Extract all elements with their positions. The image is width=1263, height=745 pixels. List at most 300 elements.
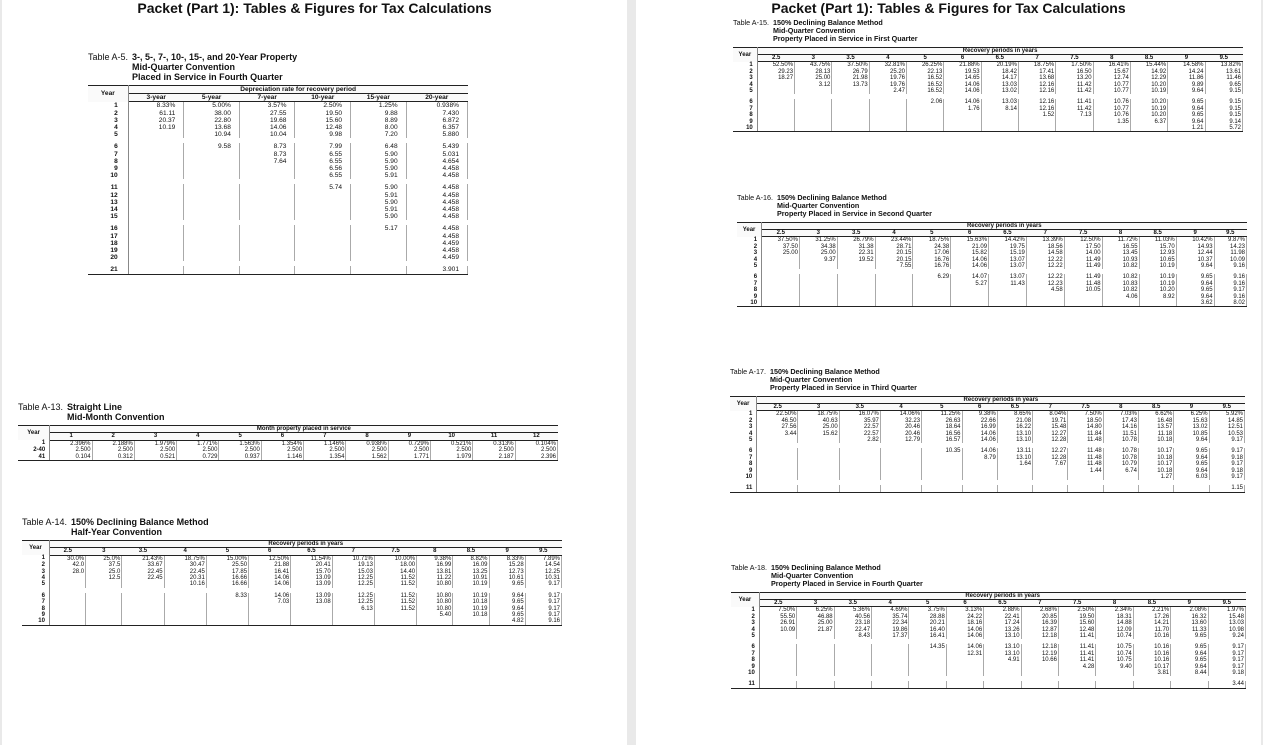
rate-cell xyxy=(798,485,839,492)
column-header: 9 xyxy=(489,548,525,555)
rate-cell: 2.500 xyxy=(431,447,473,453)
table-a13 xyxy=(18,402,558,461)
column-header: 2.5 xyxy=(49,548,85,555)
rate-cell: 12.22 xyxy=(1026,274,1064,280)
rate-cell: 14.06 xyxy=(249,581,291,587)
rate-cell: 10.19 xyxy=(1130,106,1167,112)
rate-cell: 13.57 xyxy=(1138,424,1173,430)
rate-cell: 13.08 xyxy=(291,599,332,605)
rate-cell: 5.27 xyxy=(951,281,989,287)
column-header: 20-year xyxy=(406,94,467,102)
rate-cell: 18.27 xyxy=(757,75,794,81)
column-header: 5 xyxy=(909,600,946,607)
rate-cell: 10.17 xyxy=(1138,461,1173,467)
rate-cell: 1.44 xyxy=(1068,468,1103,474)
rate-cell: 17.41 xyxy=(1018,69,1055,75)
column-header: 3.5 xyxy=(839,404,880,411)
rate-cell: 20.37 xyxy=(128,117,184,124)
rate-cell: 9.17 xyxy=(1208,644,1245,650)
group-header: Recovery periods in years xyxy=(759,592,1245,599)
rate-cell: 0.938% xyxy=(406,102,467,110)
rate-cell: 10.71% xyxy=(332,555,374,562)
rate-cell: 22.45 xyxy=(122,575,164,581)
rate-cell: 5.90 xyxy=(351,184,407,191)
year-cell: 1 xyxy=(18,440,50,447)
rate-cell: 9.17 xyxy=(1208,651,1245,657)
rate-cell xyxy=(872,681,909,688)
table-title xyxy=(771,564,923,589)
rate-cell: 16.40 xyxy=(909,627,946,633)
rate-cell: 5.90 xyxy=(351,165,407,172)
column-header: 6.5 xyxy=(291,548,332,555)
rate-cell: 14.06 xyxy=(962,431,997,437)
rate-cell: 24.22 xyxy=(946,614,983,620)
rate-cell: 1.21 xyxy=(1168,125,1205,132)
rate-cell: 11.52 xyxy=(374,599,416,605)
table-title-line: 150% Declining Balance Method xyxy=(71,517,209,527)
rate-cell: 12.48 xyxy=(295,124,351,131)
rate-cell: 10.75 xyxy=(1096,657,1133,663)
rate-cell: 14.06 xyxy=(944,88,981,94)
rate-cell: 4.459 xyxy=(406,254,467,261)
rate-cell: 1.64 xyxy=(997,461,1032,467)
rate-cell: 6.37 xyxy=(1130,119,1167,125)
rate-cell: 10.20 xyxy=(1130,99,1167,105)
rate-cell xyxy=(128,151,184,158)
year-cell: 1 xyxy=(733,62,757,69)
rate-cell xyxy=(239,225,295,232)
rate-cell: 16.09 xyxy=(453,562,489,568)
rate-cell: 11.41 xyxy=(1056,99,1093,105)
table-row xyxy=(88,102,468,110)
rate-cell: 5.72 xyxy=(1205,125,1242,132)
rate-cell: 9.64 xyxy=(489,593,525,599)
column-header: 10 xyxy=(431,433,473,440)
rate-cell: 10.19 xyxy=(453,581,489,587)
rate-cell: 10.20 xyxy=(1130,112,1167,118)
rate-cell: 19.13 xyxy=(332,562,374,568)
rate-cell xyxy=(1026,300,1064,307)
rate-cell xyxy=(164,618,206,625)
table-row xyxy=(737,300,1247,307)
rate-cell: 8.79 xyxy=(962,455,997,461)
rate-cell xyxy=(239,213,295,220)
rate-cell: 14.17 xyxy=(981,75,1018,81)
rate-cell xyxy=(239,240,295,247)
rate-cell xyxy=(832,125,869,132)
rate-cell: 1.146% xyxy=(304,440,346,447)
rate-cell: 1.563% xyxy=(219,440,261,447)
rate-cell: 9.64 xyxy=(1171,664,1208,670)
rate-cell: 10.20 xyxy=(1130,82,1167,88)
rate-cell: 11.41 xyxy=(1058,651,1095,657)
rate-cell: 12.31 xyxy=(946,651,983,657)
rate-cell xyxy=(239,254,295,261)
rate-cell: 2.21% xyxy=(1133,607,1170,614)
rate-cell: 10.17 xyxy=(1133,664,1170,670)
rate-cell xyxy=(1174,485,1209,492)
rate-cell: 12.25 xyxy=(332,599,374,605)
rate-cell: 16.99 xyxy=(962,424,997,430)
table-a15 xyxy=(733,19,1243,132)
rate-cell: 9.64 xyxy=(1168,119,1205,125)
rate-cell: 22.47 xyxy=(834,627,871,633)
rate-cell xyxy=(128,172,184,179)
rate-cell: 21.88 xyxy=(249,562,291,568)
rate-cell: 16.57 xyxy=(922,437,962,443)
table-row xyxy=(22,555,562,562)
rate-cell: 14.58% xyxy=(1168,62,1205,69)
rate-cell xyxy=(239,172,295,179)
rate-cell: 12.16 xyxy=(1018,106,1055,112)
rate-cell: 25.00 xyxy=(797,620,834,626)
rate-cell xyxy=(759,681,796,688)
rate-cell: 16.41 xyxy=(249,569,291,575)
rate-cell: 11.43 xyxy=(989,281,1027,287)
rate-cell: 8.04% xyxy=(1033,411,1068,418)
rate-cell xyxy=(128,247,184,254)
column-header: 6.5 xyxy=(984,600,1021,607)
rate-cell xyxy=(1056,125,1093,132)
rate-cell: 9.65 xyxy=(1176,287,1214,293)
rate-cell: 10.76 xyxy=(1093,99,1130,105)
column-header: 5 xyxy=(206,548,248,555)
table-row xyxy=(88,158,468,165)
rate-cell: 6.13 xyxy=(332,606,374,612)
rate-cell: 14.65 xyxy=(944,75,981,81)
rate-cell: 10.78 xyxy=(1103,455,1138,461)
table-number: Table A-16. xyxy=(737,193,773,202)
table-caption xyxy=(733,19,1243,44)
year-cell: 41 xyxy=(18,454,50,461)
rate-cell: 14.35 xyxy=(909,644,946,650)
rate-cell xyxy=(799,300,837,307)
rate-cell: 18.56 xyxy=(1026,244,1064,250)
packet-page-left xyxy=(2,0,627,745)
rate-cell: 11.48 xyxy=(1068,455,1103,461)
rate-cell: 26.79% xyxy=(837,237,875,244)
depreciation-table xyxy=(730,396,1245,493)
rate-cell: 18.75% xyxy=(1018,62,1055,69)
rate-cell: 11.70 xyxy=(1133,627,1170,633)
rate-cell: 14.21 xyxy=(1133,620,1170,626)
rate-cell xyxy=(295,225,351,232)
column-header: 5 xyxy=(922,404,962,411)
year-cell: 13 xyxy=(88,199,128,206)
rate-cell: 10.94 xyxy=(184,131,240,138)
group-header: Month property placed in service xyxy=(50,426,558,433)
year-cell: 10 xyxy=(737,300,762,307)
column-header: 6 xyxy=(946,600,983,607)
rate-cell: 6.56 xyxy=(295,165,351,172)
rate-cell: 14.93 xyxy=(1176,244,1214,250)
table-row xyxy=(88,254,468,261)
rate-cell: 10.82 xyxy=(1102,263,1139,269)
rate-cell: 4.458 xyxy=(406,247,467,254)
rate-cell: 9.17 xyxy=(1208,657,1245,663)
table-a14 xyxy=(22,517,562,626)
year-cell: 11 xyxy=(88,184,128,191)
table-row xyxy=(88,124,468,131)
rate-cell xyxy=(907,125,944,132)
column-header: 2.5 xyxy=(759,600,796,607)
rate-cell: 12.79 xyxy=(880,437,921,443)
table-title-line: Half-Year Convention xyxy=(71,527,163,537)
rate-cell: 10.00% xyxy=(374,555,416,562)
rate-cell: 12.25 xyxy=(525,569,561,575)
rate-cell xyxy=(206,618,248,625)
rate-cell: 0.104 xyxy=(50,454,92,461)
year-cell: 5 xyxy=(730,437,757,443)
rate-cell: 2.50% xyxy=(1058,607,1095,614)
rate-cell: 10.77 xyxy=(1093,88,1130,94)
rate-cell: 10.91 xyxy=(453,575,489,581)
rate-cell: 25.20 xyxy=(869,69,906,75)
table-title-line: Placed in Service in Fourth Quarter xyxy=(132,72,283,82)
rate-cell: 0.313% xyxy=(473,440,515,447)
rate-cell: 10.16 xyxy=(1133,644,1170,650)
page-title: Packet (Part 1): Tables & Figures for Tax Calculations xyxy=(137,0,492,16)
rate-cell: 9.17 xyxy=(1209,461,1244,467)
rate-cell: 10.42% xyxy=(1176,237,1214,244)
rate-cell: 3.81 xyxy=(1133,670,1170,676)
table-a16 xyxy=(737,194,1247,307)
rate-cell: 15.60 xyxy=(1058,620,1095,626)
rate-cell: 5.90 xyxy=(351,199,407,206)
rate-cell: 6.62% xyxy=(1138,411,1173,418)
table-a17 xyxy=(730,368,1245,493)
rate-cell xyxy=(453,618,489,625)
rate-cell: 10.85 xyxy=(1174,431,1209,437)
rate-cell: 18.75% xyxy=(164,555,206,562)
rate-cell: 5.74 xyxy=(295,184,351,191)
rate-cell: 9.18 xyxy=(1209,468,1244,474)
group-header: Recovery periods in years xyxy=(757,47,1242,54)
rate-cell: 10.17 xyxy=(1138,448,1173,454)
rate-cell: 7.13 xyxy=(1056,112,1093,118)
rate-cell: 10.18 xyxy=(453,599,489,605)
rate-cell: 12.18 xyxy=(1021,644,1058,650)
year-cell: 5 xyxy=(88,131,128,138)
table-title-line: Mid-Quarter Convention xyxy=(770,571,854,581)
rate-cell: 33.67 xyxy=(122,562,164,568)
rate-cell: 5.36% xyxy=(834,607,871,614)
header-row xyxy=(731,592,1246,599)
rate-cell: 11.98 xyxy=(1214,250,1246,256)
year-cell: 2 xyxy=(22,562,49,568)
year-cell: 6 xyxy=(22,593,49,599)
rate-cell: 13.20 xyxy=(1056,75,1093,81)
page-title: Packet (Part 1): Tables & Figures for Tax Calculations xyxy=(771,0,1126,16)
rate-cell: 15.70 xyxy=(1139,244,1176,250)
rate-cell: 20.31 xyxy=(164,575,206,581)
rate-cell: 9.17 xyxy=(525,606,561,612)
table-number: Table A-14. xyxy=(22,517,68,527)
rate-cell: 9.65 xyxy=(489,581,525,587)
rate-cell: 4.458 xyxy=(406,172,467,179)
rate-cell: 9.17 xyxy=(525,581,561,587)
rate-cell: 27.55 xyxy=(239,110,295,117)
column-header: 8 xyxy=(1102,230,1139,237)
rate-cell: 28.13 xyxy=(795,69,832,75)
column-header: 7.5 xyxy=(1064,230,1102,237)
year-column-header: Year xyxy=(737,222,762,237)
rate-cell: 20.46 xyxy=(880,424,921,430)
rate-cell: 12.44 xyxy=(1176,250,1214,256)
table-row xyxy=(88,110,468,117)
rate-cell: 6.29 xyxy=(913,274,951,280)
rate-cell: 16.56 xyxy=(922,431,962,437)
rate-cell: 7.67 xyxy=(1033,461,1068,467)
rate-cell xyxy=(86,618,122,625)
rate-cell xyxy=(909,681,946,688)
rate-cell: 2.88% xyxy=(984,607,1021,614)
table-title-line: Mid-Quarter Convention xyxy=(776,201,860,211)
rate-cell: 2.500 xyxy=(473,447,515,453)
table-row xyxy=(88,240,468,247)
table-title-line: 150% Declining Balance Method xyxy=(776,193,887,202)
rate-cell: 10.37 xyxy=(1176,257,1214,263)
rate-cell: 4.458 xyxy=(406,213,467,220)
rate-cell xyxy=(1171,681,1208,688)
table-caption xyxy=(731,564,1246,589)
rate-cell: 7.430 xyxy=(406,110,467,117)
rate-cell: 1.15 xyxy=(1209,485,1244,492)
rate-cell: 11.22 xyxy=(417,575,453,581)
rate-cell: 18.31 xyxy=(1096,614,1133,620)
column-header: 8 xyxy=(1096,600,1133,607)
year-cell: 9 xyxy=(731,664,759,670)
column-header: 7 xyxy=(1021,600,1058,607)
rate-cell: 12.16 xyxy=(1018,88,1055,94)
rate-cell: 25.00 xyxy=(799,250,837,256)
rate-cell: 15.48 xyxy=(1208,614,1245,620)
column-header: 4 xyxy=(880,404,921,411)
rate-cell: 4.458 xyxy=(406,199,467,206)
rate-cell: 4.458 xyxy=(406,206,467,213)
rate-cell xyxy=(984,681,1021,688)
rate-cell xyxy=(295,206,351,213)
rate-cell xyxy=(295,199,351,206)
year-cell: 8 xyxy=(22,606,49,612)
column-header: 6 xyxy=(261,433,303,440)
rate-cell: 9.65 xyxy=(1171,644,1208,650)
rate-cell: 10.79 xyxy=(1103,461,1138,467)
column-header: 9 xyxy=(1168,55,1205,62)
rate-cell: 1.146 xyxy=(261,454,303,461)
rate-cell: 9.65 xyxy=(1174,461,1209,467)
rate-cell xyxy=(295,254,351,261)
rate-cell xyxy=(239,206,295,213)
rate-cell xyxy=(1130,125,1167,132)
rate-cell xyxy=(1093,125,1130,132)
rate-cell: 11.86 xyxy=(1168,75,1205,81)
rate-cell xyxy=(295,240,351,247)
header-row xyxy=(730,396,1245,403)
rate-cell: 14.80 xyxy=(1068,424,1103,430)
rate-cell: 26.91 xyxy=(759,620,796,626)
rate-cell: 11.03% xyxy=(1139,237,1176,244)
table-number: Table A-18. xyxy=(731,563,767,572)
rate-cell: 4.458 xyxy=(406,184,467,191)
rate-cell: 2.188% xyxy=(92,440,134,447)
rate-cell: 31.25% xyxy=(799,237,837,244)
rate-cell: 16.55 xyxy=(1102,244,1139,250)
rate-cell: 38.00 xyxy=(184,110,240,117)
rate-cell xyxy=(837,300,875,307)
rate-cell: 13.82% xyxy=(1205,62,1242,69)
rate-cell: 11.52 xyxy=(374,593,416,599)
rate-cell: 2.500 xyxy=(388,447,430,453)
table-number: Table A-17. xyxy=(730,367,766,376)
depreciation-table xyxy=(18,425,558,461)
rate-cell: 11.18 xyxy=(1138,431,1173,437)
rate-cell: 40.63 xyxy=(798,418,839,424)
rate-cell: 23.44% xyxy=(875,237,913,244)
year-cell: 20 xyxy=(88,254,128,261)
column-header: 10-year xyxy=(295,94,351,102)
rate-cell: 9.16 xyxy=(1214,294,1246,300)
column-header: 8 xyxy=(1103,404,1138,411)
rate-cell: 25.00 xyxy=(762,250,800,256)
rate-cell: 14.06 xyxy=(946,627,983,633)
rate-cell: 11.49 xyxy=(1064,257,1102,263)
rate-cell: 10.93 xyxy=(1102,257,1139,263)
table-title xyxy=(777,194,932,219)
rate-cell: 13.25 xyxy=(453,569,489,575)
column-header: 2.5 xyxy=(762,230,800,237)
rate-cell xyxy=(351,254,407,261)
column-header: 9 xyxy=(1174,404,1209,411)
rate-cell xyxy=(184,233,240,240)
rate-cell: 8.92 xyxy=(1139,294,1176,300)
table-title-line: 150% Declining Balance Method xyxy=(772,18,883,27)
rate-cell xyxy=(184,165,240,172)
rate-cell: 10.18 xyxy=(1138,468,1173,474)
table-title-line: Property Placed in Service in Third Quarter xyxy=(769,383,917,393)
rate-cell xyxy=(184,213,240,220)
rate-cell: 20.19% xyxy=(981,62,1018,69)
rate-cell: 37.50% xyxy=(762,237,800,244)
depreciation-table xyxy=(733,47,1243,133)
rate-cell: 8.89 xyxy=(351,117,407,124)
rate-cell: 12.48 xyxy=(1058,627,1095,633)
rate-cell: 4.91 xyxy=(984,657,1021,663)
year-cell: 3 xyxy=(730,424,757,430)
rate-cell: 14.06 xyxy=(946,644,983,650)
rate-cell: 7.03 xyxy=(249,599,291,605)
rate-cell: 11.52 xyxy=(374,606,416,612)
rate-cell: 14.06 xyxy=(239,124,295,131)
rate-cell: 9.65 xyxy=(1205,82,1242,88)
rate-cell: 16.66 xyxy=(206,581,248,587)
rate-cell: 10.18 xyxy=(1138,455,1173,461)
rate-cell: 22.41 xyxy=(984,614,1021,620)
rate-cell: 0.729% xyxy=(388,440,430,447)
table-row xyxy=(18,454,558,461)
rate-cell: 13.09 xyxy=(291,575,332,581)
rate-cell: 4.58 xyxy=(1026,287,1064,293)
year-cell: 4 xyxy=(733,82,757,88)
rate-cell: 10.82 xyxy=(1102,274,1139,280)
rate-cell: 61.11 xyxy=(128,110,184,117)
rate-cell: 14.92 xyxy=(1130,69,1167,75)
rate-cell: 10.77 xyxy=(1093,82,1130,88)
rate-cell: 1.771% xyxy=(177,440,219,447)
rate-cell xyxy=(128,213,184,220)
rate-cell: 30.0% xyxy=(49,555,85,562)
rate-cell: 17.43 xyxy=(1103,418,1138,424)
